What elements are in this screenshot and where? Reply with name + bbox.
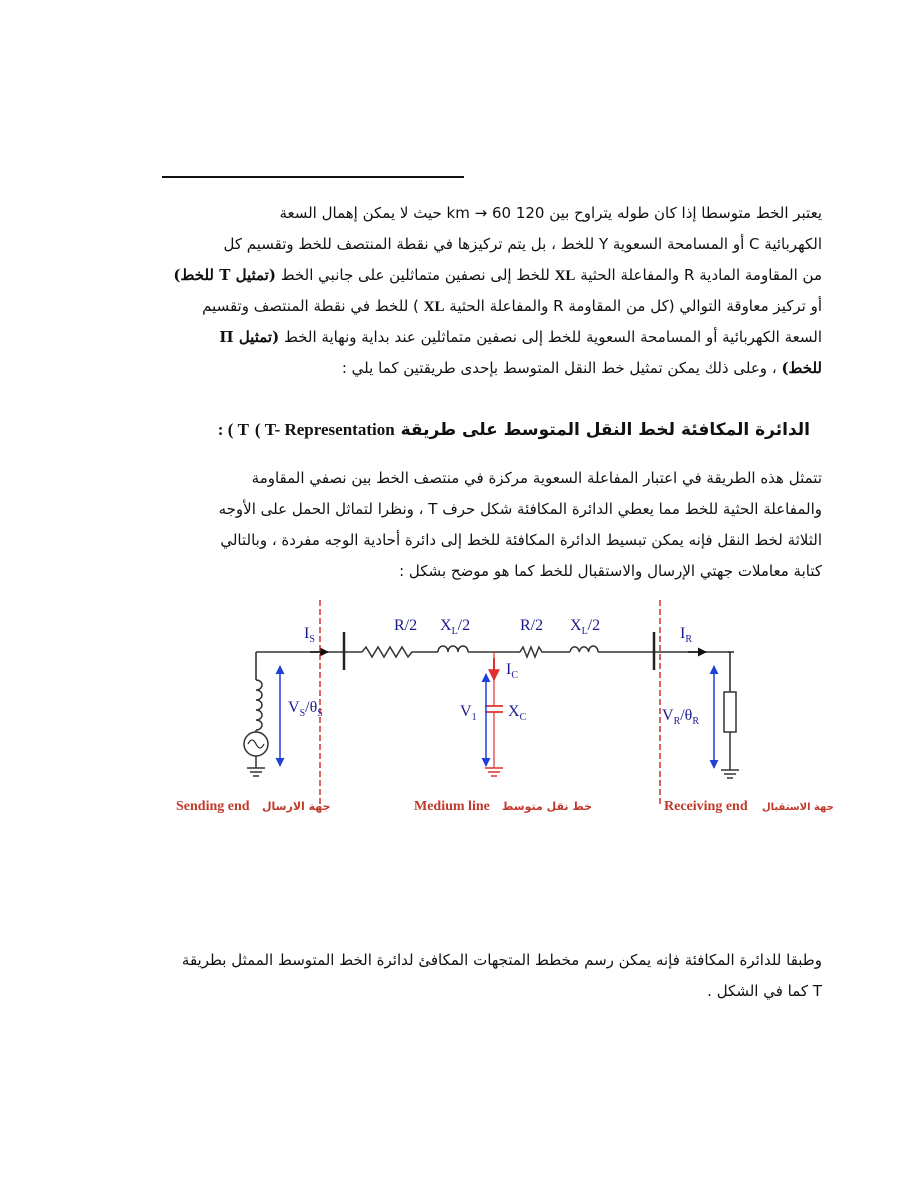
paragraph-line: للخط) ، وعلى ذلك يمكن تمثيل خط النقل المتوسط بإحدى طريقتين كما يلي : (341, 359, 822, 377)
paragraph-line: الثلاثة لخط النقل فإنه يمكن تبسيط الدائرة المكافئة للخط إلى دائرة أحادية الوجه مفردة ، وبالتالي (220, 531, 822, 549)
section-heading: الدائرة المكافئة لخط النقل المتوسط على طريقة ( T- Representation T ) : (217, 420, 810, 440)
load-resistor-icon (724, 692, 736, 732)
paragraph-line: كتابة معاملات جهتي الإرسال والاستقبال للخط كما هو موضح بشكل : (399, 562, 822, 580)
receiving-end-caption: Receiving end (664, 799, 748, 814)
footnote-rule (162, 176, 464, 178)
resistor-2 (520, 647, 544, 657)
send-current-label: $I_S$ (304, 625, 315, 645)
paragraph-line: T كما في الشكل . (707, 982, 822, 1000)
inductor-1 (438, 646, 468, 652)
t-circuit-diagram (168, 596, 848, 824)
paragraph-line: من المقاومة المادية R والمفاعلة الحثية XL للخط إلى نصفين متماثلين على جانبي الخط (تمثيل T للخط) (173, 266, 822, 284)
inductor-2 (570, 646, 598, 652)
pi-model-note: (تمثيل Π (219, 328, 280, 346)
phasor-intro-paragraph (147, 945, 822, 1007)
receiving-end-caption-ar: جهة الاستقبال (762, 802, 834, 813)
paragraph-line: والمفاعلة الحثية للخط مما يعطي الدائرة المكافئة شكل حرف T ، ونظرا لتماثل الحمل على الأوجه (218, 500, 822, 518)
ground-icon (721, 770, 739, 778)
source-inductor (256, 680, 262, 730)
paragraph-line: الكهربائية C أو المسامحة السعوية Y للخط ، بل يتم تركيزها في نقطة المنتصف للخط وتقسيم كل (223, 235, 822, 253)
paragraph-line: يعتبر الخط متوسطا إذا كان طوله يتراوح بين 120 km → 60 حيث لا يمكن إهمال السعة (279, 204, 822, 222)
sending-end-caption: Sending end (176, 799, 250, 814)
t-representation-paragraph (147, 463, 822, 587)
medium-line-caption-ar: خط نقل متوسط (502, 800, 593, 813)
r-half-label-2: R/2 (520, 617, 544, 634)
ground-icon (485, 768, 503, 776)
medium-line-caption: Medium line (414, 799, 490, 814)
recv-voltage-label: $V_R/\theta_R$ (662, 707, 700, 727)
sending-end-caption-ar: جهة الارسال (262, 800, 331, 813)
paragraph-line: تتمثل هذه الطريقة في اعتبار المفاعلة السعوية مركزة في منتصف الخط بين نصفي المقاومة (251, 469, 822, 487)
mid-voltage-label: $V_1$ (460, 703, 477, 723)
xl-symbol: XL (554, 268, 576, 284)
t-model-note: (تمثيل T للخط) (173, 266, 276, 284)
ground-icon (247, 768, 265, 776)
paragraph-line: السعة الكهربائية أو المسامحة السعوية للخط إلى نصفين متماثلين عند بداية ونهاية الخط (تمثيل Π (219, 328, 822, 346)
xc-label: $X_C$ (508, 703, 527, 723)
xl-symbol: XL (423, 299, 445, 315)
xl-half-label-2: $X_L/2$ (570, 617, 601, 637)
cap-current-label: $I_C$ (506, 661, 518, 681)
intro-paragraph (162, 198, 822, 384)
recv-current-label: $I_R$ (680, 625, 692, 645)
r-half-label-1: R/2 (394, 617, 418, 634)
section-separators (320, 600, 660, 806)
send-voltage-label: $V_S/\theta_S$ (288, 699, 323, 719)
voltage-arrows (280, 666, 714, 768)
paragraph-line: أو تركيز معاوقة التوالي (كل من المقاومة R والمفاعلة الحثية XL ) للخط في نقطة المنتصف وتقسيم (202, 297, 822, 315)
resistor-1 (362, 647, 416, 657)
paragraph-line: وطبقا للدائرة المكافئة فإنه يمكن رسم مخطط المتجهات المكافئ لدائرة الخط المتوسط الممثل بطريقة (181, 951, 822, 969)
xl-half-label-1: $X_L/2$ (440, 617, 471, 637)
